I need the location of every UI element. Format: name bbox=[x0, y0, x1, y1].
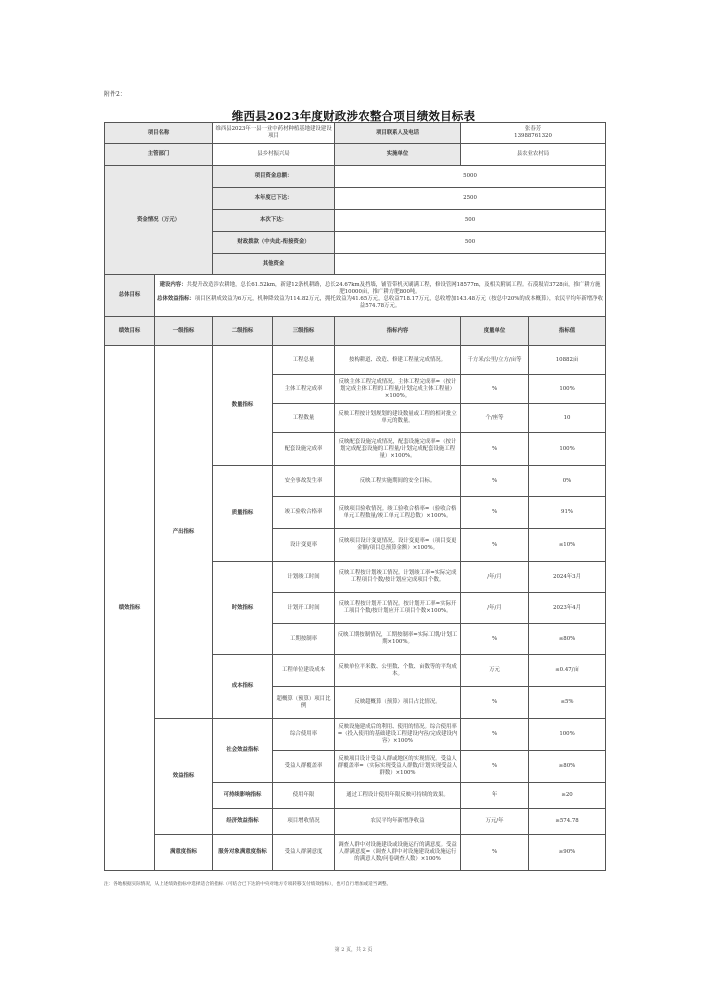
goal-benefit-key: 总体效益指标： bbox=[157, 295, 195, 302]
indicator-unit: % bbox=[461, 719, 529, 751]
indicator-value: ≤80% bbox=[529, 624, 606, 655]
indicator-content: 反映工程按计划竣工情况。计划竣工率=实际完成工程项目个数/按计划应完成项目个数。 bbox=[335, 562, 461, 593]
indicator-value: 2023年4月 bbox=[529, 593, 606, 624]
goal-benefit-text: 项目区耕成效益为6万元，机种降效益为114.82万元，拥托效益为41.65万元，总收益718.17万元，总收增加143.48万元（按总中20%的成本概算），农民平均年新增净收益574.78万元。 bbox=[194, 295, 603, 309]
project-name-row bbox=[105, 123, 606, 144]
funds-label: 资金情况（万元） bbox=[105, 166, 213, 275]
indicator-unit: % bbox=[461, 529, 529, 562]
l1-satisfaction: 满意度指标 bbox=[155, 835, 213, 871]
indicator-unit: 万元/年 bbox=[461, 809, 529, 835]
funds-row-value: 5000 bbox=[335, 166, 606, 188]
indicator-value: 2024年3月 bbox=[529, 562, 606, 593]
indicator-content: 通过工程设计使用年限反映可持续的效果。 bbox=[335, 783, 461, 809]
impl-label: 实施单位 bbox=[335, 144, 461, 166]
l3-name: 配套设施完成率 bbox=[273, 433, 335, 466]
indicator-unit: 个/座等 bbox=[461, 404, 529, 433]
l3-name: 安全事故发生率 bbox=[273, 466, 335, 497]
funds-row-label: 财政拨款（中央此-衔接资金） bbox=[213, 232, 335, 254]
header-l2: 二级指标 bbox=[213, 317, 273, 346]
indicator-content: 反映工期按制情况，工期按制率=实际工期/计划工期×100%。 bbox=[335, 624, 461, 655]
l3-name: 工程总量 bbox=[273, 346, 335, 375]
indicator-value: 10882亩 bbox=[529, 346, 606, 375]
page-title: 维西县2023年度财政涉农整合项目绩效目标表 bbox=[231, 109, 476, 123]
l3-name: 竣工验收合格率 bbox=[273, 497, 335, 529]
header-l1: 一级指标 bbox=[155, 317, 213, 346]
indicator-value: 100% bbox=[529, 433, 606, 466]
funds-row-value bbox=[335, 254, 606, 275]
l2-social: 社会效益指标 bbox=[213, 719, 273, 783]
contact-label: 项目联系人及电话 bbox=[335, 123, 461, 144]
indicator-unit: % bbox=[461, 751, 529, 783]
l3-name: 工期按制率 bbox=[273, 624, 335, 655]
project-name-label: 项目名称 bbox=[105, 123, 213, 144]
perf-goal-label: 绩效指标 bbox=[105, 346, 155, 871]
indicator-content: 反映工程实施期间的安全目标。 bbox=[335, 466, 461, 497]
l2-sustainable: 可持续影响指标 bbox=[213, 783, 273, 809]
indicator-unit: 年 bbox=[461, 783, 529, 809]
l3-name: 使用年限 bbox=[273, 783, 335, 809]
header-goal: 绩效目标 bbox=[105, 317, 155, 346]
indicator-unit: % bbox=[461, 497, 529, 529]
overall-goal-label: 总体目标 bbox=[105, 275, 155, 317]
indicator-value: 91% bbox=[529, 497, 606, 529]
contact-value: 张春芳 13988761320 bbox=[461, 123, 606, 144]
indicator-value: ≥90% bbox=[529, 835, 606, 871]
overall-goal-content bbox=[155, 275, 606, 317]
l3-name: 超概算（预算）项目比例 bbox=[273, 687, 335, 719]
goal-content-text: 共提升改造涉农耕地，总长61.52km，新建12条机耕路，总长24.67km及挡墙，铺管带机灭刷满工程，修设管网18577m，及相关附属工程。石漠圾岩3728亩，推广耕方施肥10000亩，推广耕方肥800吨。 bbox=[186, 281, 601, 295]
l3-name: 计划竣工时间 bbox=[273, 562, 335, 593]
page-footer: 第 2 页，共 2 页 bbox=[334, 947, 373, 953]
funds-row-label: 项目资金总额： bbox=[213, 166, 335, 188]
l3-name: 项目增收情况 bbox=[273, 809, 335, 835]
indicator-value: ≤5% bbox=[529, 687, 606, 719]
indicator-content: 调查人群中对设施建设或设施运行的满意度。受益人群满意度=（调查人群中对设施建设或设施运行的满意人数/问卷调查人数）×100% bbox=[335, 835, 461, 871]
indicator-unit: /年/月 bbox=[461, 593, 529, 624]
l3-name: 受益人群满意度 bbox=[273, 835, 335, 871]
indicator-unit: % bbox=[461, 624, 529, 655]
header-value: 指标值 bbox=[529, 317, 606, 346]
indicator-content: 反映项目设计受益人群或地区的实现情况。受益人群覆盖率=（实际实现受益人群数/计划实现受益人群数）×100% bbox=[335, 751, 461, 783]
indicator-unit: % bbox=[461, 466, 529, 497]
funds-row bbox=[105, 166, 606, 188]
overall-goal-row bbox=[105, 275, 606, 317]
indicator-content: 反映项目验收情况。竣工验收合格率=（验收合格单元工程数量/竣工单元工程总数）×100%。 bbox=[335, 497, 461, 529]
l3-name: 设计变更率 bbox=[273, 529, 335, 562]
indicator-content: 反映项目设计变更情况。设计变更率=（项目变更金额/项目总预算金额）×100%。 bbox=[335, 529, 461, 562]
l1-output: 产出指标 bbox=[155, 346, 213, 719]
indicator-unit: /年/月 bbox=[461, 562, 529, 593]
indicator-unit: % bbox=[461, 687, 529, 719]
l3-name: 工程数量 bbox=[273, 404, 335, 433]
indicator-content: 反映工程按计划开工情况。按计划开工率=实际开工项目个数/按计划应开工项目个数×100%。 bbox=[335, 593, 461, 624]
indicator-value: 100% bbox=[529, 375, 606, 404]
indicator-value: 10 bbox=[529, 404, 606, 433]
indicator-value: ≥20 bbox=[529, 783, 606, 809]
attachment-label: 附件2： bbox=[104, 91, 126, 98]
header-unit: 度量单位 bbox=[461, 317, 529, 346]
indicator-value: ≥80% bbox=[529, 751, 606, 783]
impl-value: 县农业农村局 bbox=[461, 144, 606, 166]
indicator-unit: % bbox=[461, 835, 529, 871]
l1-benefit: 效益指标 bbox=[155, 719, 213, 835]
department-row bbox=[105, 144, 606, 166]
header-content: 指标内容 bbox=[335, 317, 461, 346]
indicator-value: ≥574.78 bbox=[529, 809, 606, 835]
indicator-content: 反映主体工程完成情况。主体工程完成率=（按计划完成主体工程的工程量/计划完成主体工程量）×100%。 bbox=[335, 375, 461, 404]
funds-row-value: 500 bbox=[335, 210, 606, 232]
l3-name: 计划开工时间 bbox=[273, 593, 335, 624]
indicator-content: 反映工程按计划规划的建设数量或工程的相对批立单元的数量。 bbox=[335, 404, 461, 433]
l2-cost: 成本指标 bbox=[213, 655, 273, 719]
indicator-unit: % bbox=[461, 375, 529, 404]
dept-value: 县乡村振兴局 bbox=[213, 144, 335, 166]
indicator-unit: 万元 bbox=[461, 655, 529, 687]
l3-name: 工程单位建设成本 bbox=[273, 655, 335, 687]
funds-row-label: 本年度已下达： bbox=[213, 188, 335, 210]
indicator-value: 0% bbox=[529, 466, 606, 497]
l3-name: 综合使用率 bbox=[273, 719, 335, 751]
funds-row-label: 本次下达： bbox=[213, 210, 335, 232]
table-row bbox=[105, 346, 606, 375]
indicator-unit: 千方米/公里/立方/亩等 bbox=[461, 346, 529, 375]
header-l3: 三级指标 bbox=[273, 317, 335, 346]
indicator-value: ≤10% bbox=[529, 529, 606, 562]
l2-quality: 质量指标 bbox=[213, 466, 273, 562]
table-row bbox=[105, 719, 606, 751]
funds-row-value: 2500 bbox=[335, 188, 606, 210]
dept-label: 主管部门 bbox=[105, 144, 213, 166]
indicator-content: 农民平均年新增净收益 bbox=[335, 809, 461, 835]
performance-target-table bbox=[104, 122, 606, 871]
indicator-content: 反映配套设施完成情况，配套设施完成率=（按计划完成配套设施的工程量/计划完成配套设施工程量）×100%。 bbox=[335, 433, 461, 466]
l2-service: 服务对象满意度指标 bbox=[213, 835, 273, 871]
l3-name: 主体工程完成率 bbox=[273, 375, 335, 404]
l3-name: 受益人群覆盖率 bbox=[273, 751, 335, 783]
indicator-content: 反映单位平米数、公里数、个数、亩数等的平均成本。 bbox=[335, 655, 461, 687]
indicator-value: ≤0.47/亩 bbox=[529, 655, 606, 687]
footnote: 注：各地根据实际情况，从上述绩效指标中选择适合的指标（可结合已下达的中央对地方专项转移支付绩效指标），也可自行增加或适当调整。 bbox=[104, 882, 392, 887]
l2-economic: 经济效益指标 bbox=[213, 809, 273, 835]
indicator-content: 反映设施建成后的利用、使用的情况。综合使用率=（投入使用的基础建设工程建设内容/完成建设内容）×100% bbox=[335, 719, 461, 751]
indicator-header-row bbox=[105, 317, 606, 346]
l2-timeliness: 时效指标 bbox=[213, 562, 273, 655]
goal-content-key: 建设内容： bbox=[159, 281, 187, 288]
indicator-value: 100% bbox=[529, 719, 606, 751]
indicator-unit: % bbox=[461, 433, 529, 466]
l2-quantity: 数量指标 bbox=[213, 346, 273, 466]
indicator-content: 按构耕道、改造、修建工程量完成情况。 bbox=[335, 346, 461, 375]
project-name-value: 维西县2023年一县一业中药材种植基地建设建设项目 bbox=[213, 123, 335, 144]
table-row bbox=[105, 835, 606, 871]
indicator-content: 反映超概算（预算）项目占比情况。 bbox=[335, 687, 461, 719]
funds-row-label: 其他资金 bbox=[213, 254, 335, 275]
funds-row-value: 500 bbox=[335, 232, 606, 254]
